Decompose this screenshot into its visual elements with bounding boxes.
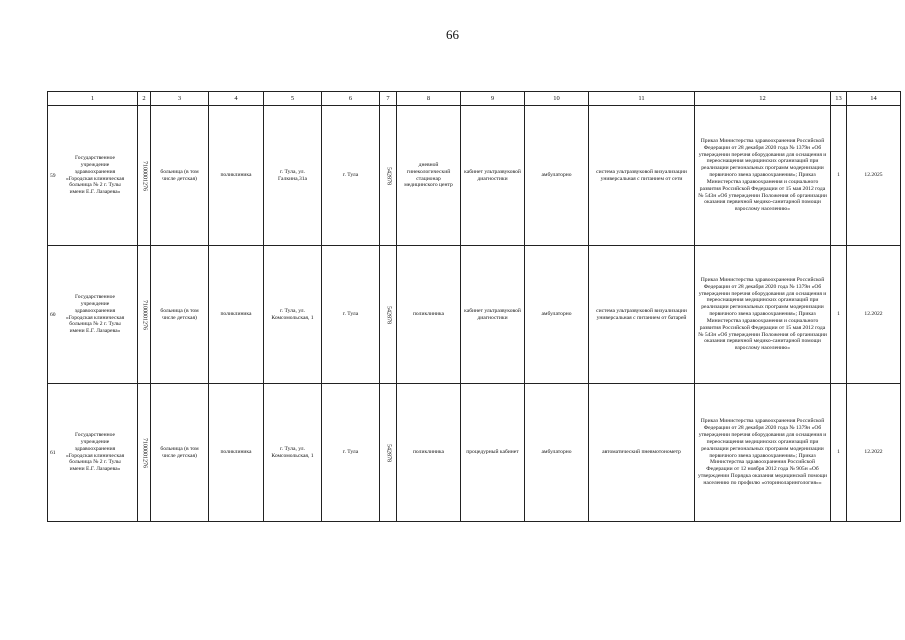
row-number: 61: [50, 449, 56, 456]
table-header-row: [48, 92, 901, 106]
equipment-cell: автоматический пневмотонометр: [589, 384, 695, 522]
cabinet-cell: кабинет ультразвуковой диагностики: [461, 106, 525, 246]
inn-cell: [138, 106, 151, 246]
institution-name: Государственное учреждение здравоохранения «Городская клиническая больница № 2 г. Тулы имени Е.Г. Лазарева»: [65, 155, 125, 196]
code-value: 542878: [385, 443, 392, 462]
date-cell: 12.2025: [847, 106, 901, 246]
table-row: [48, 106, 901, 246]
cabinet-cell: кабинет ультразвуковой диагностики: [461, 246, 525, 384]
type-cell: больница (в том числе детская): [151, 246, 209, 384]
city-cell: г. Тула: [322, 106, 380, 246]
equipment-cell: система ультразвуковой визуализации универсальная с питанием от сети: [589, 106, 695, 246]
quantity-cell: 1: [831, 384, 847, 522]
address-cell: г. Тула, ул. Комсомольская, 1: [264, 246, 322, 384]
date-cell: 12.2022: [847, 246, 901, 384]
column-header: 13: [831, 92, 847, 106]
row-number: 60: [50, 311, 56, 318]
column-header: 7: [380, 92, 397, 106]
legal-basis-cell: Приказ Министерства здравоохранения Российской Федерации от 28 декабря 2020 года № 1379н «Об утверждении перечня оборудования для оснащения и переоснащения медицинских организаций при реализации региональных программ модернизации первичного звена здравоохранения»; Приказ Министерства здравоохранения и социального развития Российской Федерации от 15 мая 2012 года № 543н «Об утверждении Положения об организации оказания первичной медико-санитарной помощи взрослому населению»: [695, 246, 831, 384]
inn-cell: [138, 384, 151, 522]
unit-cell: поликлиника: [209, 384, 264, 522]
date-cell: 12.2022: [847, 384, 901, 522]
inn-cell: [138, 246, 151, 384]
column-header: 9: [461, 92, 525, 106]
column-header: 1: [48, 92, 138, 106]
institution-cell: [48, 246, 138, 384]
page-number: 66: [446, 27, 459, 42]
code-value: 542878: [385, 305, 392, 324]
quantity-cell: 1: [831, 106, 847, 246]
code-value: 542878: [385, 166, 392, 185]
address-cell: г. Тула, ул. Галкина,31а: [264, 106, 322, 246]
column-header: 6: [322, 92, 380, 106]
column-header: 4: [209, 92, 264, 106]
legal-basis-cell: Приказ Министерства здравоохранения Российской Федерации от 28 декабря 2020 года № 1379н «Об утверждении перечня оборудования для оснащения и переоснащения медицинских организаций при реализации региональных программ модернизации первичного звена здравоохранения»; Приказ Министерства здравоохранения и социального развития Российской Федерации от 15 мая 2012 года № 543н «Об утверждении Положения об организации оказания первичной медико-санитарной помощи взрослому населению»: [695, 106, 831, 246]
institution-name: Государственное учреждение здравоохранения «Городская клиническая больница № 2 г. Тулы имени Е.Г. Лазарева»: [65, 432, 125, 473]
column-header: 3: [151, 92, 209, 106]
code-cell: [380, 246, 397, 384]
department-cell: поликлиника: [397, 246, 461, 384]
institution-name: Государственное учреждение здравоохранения «Городская клиническая больница № 2 г. Тулы имени Е.Г. Лазарева»: [65, 294, 125, 335]
city-cell: г. Тула: [322, 384, 380, 522]
address-cell: г. Тула, ул. Комсомольская, 1: [264, 384, 322, 522]
equipment-table: [47, 91, 901, 522]
institution-cell: [48, 106, 138, 246]
institution-cell: [48, 384, 138, 522]
code-cell: [380, 106, 397, 246]
table-row: [48, 246, 901, 384]
quantity-cell: 1: [831, 246, 847, 384]
department-cell: дневной гинекологический стационар медицинского центр: [397, 106, 461, 246]
inn-value: 7100001276: [141, 299, 148, 330]
column-header: 5: [264, 92, 322, 106]
type-cell: больница (в том числе детская): [151, 106, 209, 246]
code-cell: [380, 384, 397, 522]
unit-cell: поликлиника: [209, 246, 264, 384]
inn-value: 7100001276: [141, 437, 148, 468]
inn-value: 7100001276: [141, 160, 148, 191]
condition-cell: амбулаторно: [525, 384, 589, 522]
department-cell: поликлиника: [397, 384, 461, 522]
condition-cell: амбулаторно: [525, 246, 589, 384]
unit-cell: поликлиника: [209, 106, 264, 246]
row-number: 59: [50, 172, 56, 179]
cabinet-cell: процедурный кабинет: [461, 384, 525, 522]
type-cell: больница (в том числе детская): [151, 384, 209, 522]
column-header: 12: [695, 92, 831, 106]
equipment-cell: система ультразвуковой визуализации универсальная с питанием от батарей: [589, 246, 695, 384]
condition-cell: амбулаторно: [525, 106, 589, 246]
column-header: 2: [138, 92, 151, 106]
column-header: 14: [847, 92, 901, 106]
column-header: 11: [589, 92, 695, 106]
column-header: 10: [525, 92, 589, 106]
table-row: [48, 384, 901, 522]
legal-basis-cell: Приказ Министерства здравоохранения Российской Федерации от 28 декабря 2020 года № 1379н «Об утверждении перечня оборудования для оснащения и переоснащения медицинских организаций при реализации региональных программ модернизации первичного звена здравоохранения»; Приказ Министерства здравоохранения Российской Федерации от 12 ноября 2012 года № 905н «Об утверждении Порядка оказания медицинской помощи населению по профилю «оториноларингология»»: [695, 384, 831, 522]
column-header: 8: [397, 92, 461, 106]
city-cell: г. Тула: [322, 246, 380, 384]
